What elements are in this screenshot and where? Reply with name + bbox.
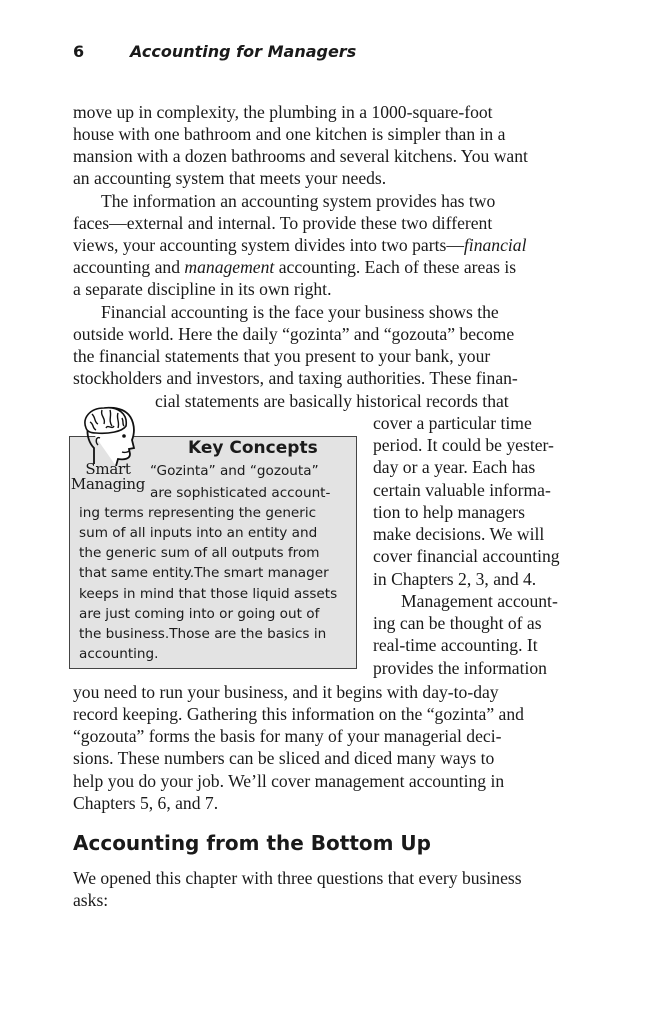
- body-line: day or a year. Each has: [373, 457, 536, 477]
- body-line: make decisions. We will: [373, 524, 545, 544]
- body-line: a separate discipline in its own right.: [73, 279, 332, 299]
- body-line: faces—external and internal. To provide these two different: [73, 213, 493, 233]
- body-line: asks:: [73, 890, 109, 910]
- sidebar-line: ing terms representing the generic: [79, 505, 317, 521]
- body-line: in Chapters 2, 3, and 4.: [373, 569, 537, 589]
- sidebar-line: the generic sum of all outputs from: [79, 545, 320, 561]
- sidebar-line: sum of all inputs into an entity and: [79, 525, 318, 541]
- body-line: real-time accounting. It: [373, 635, 538, 655]
- body-line: cover financial accounting: [373, 546, 560, 566]
- body-line: an accounting system that meets your needs.: [73, 168, 387, 188]
- body-line: tion to help managers: [373, 502, 525, 522]
- body-line: cial statements are basically historical records that: [155, 391, 509, 411]
- sidebar-line: that same entity.The smart manager: [79, 565, 329, 581]
- body-line: move up in complexity, the plumbing in a 1000-square-foot: [73, 102, 493, 122]
- sidebar-title: Key Concepts: [188, 438, 318, 458]
- book-title: Accounting for Managers: [130, 42, 357, 61]
- badge-line: Managing: [70, 475, 146, 493]
- sidebar-line: are just coming into or going out of: [79, 606, 320, 622]
- sidebar-line: keeps in mind that those liquid assets: [79, 586, 338, 602]
- body-line: accounting and management accounting. Each of these areas is: [73, 257, 517, 277]
- body-line: record keeping. Gathering this information on the “gozinta” and: [73, 704, 524, 724]
- smart-managing-badge: [70, 462, 146, 492]
- body-line: cover a particular time: [373, 413, 532, 433]
- body-line: Management account-: [401, 591, 558, 611]
- body-line: certain valuable informa-: [373, 480, 551, 500]
- sidebar-line: accounting.: [79, 646, 159, 662]
- body-line: The information an accounting system provides has two: [101, 191, 496, 211]
- body-line: stockholders and investors, and taxing authorities. These finan-: [73, 368, 518, 388]
- section-heading: Accounting from the Bottom Up: [73, 831, 431, 855]
- body-line: help you do your job. We’ll cover management accounting in: [73, 771, 505, 791]
- body-line: mansion with a dozen bathrooms and several kitchens. You want: [73, 146, 528, 166]
- body-line: provides the information: [373, 658, 547, 678]
- sidebar-line: the business.Those are the basics in: [79, 626, 327, 642]
- body-line: Chapters 5, 6, and 7.: [73, 793, 219, 813]
- body-line: “gozouta” forms the basis for many of your managerial deci-: [73, 726, 502, 746]
- body-line: you need to run your business, and it begins with day-to-day: [73, 682, 499, 702]
- body-line: outside world. Here the daily “gozinta” and “gozouta” become: [73, 324, 515, 344]
- page-number: 6: [73, 42, 85, 61]
- badge-line: Smart: [85, 460, 131, 478]
- body-line: Financial accounting is the face your business shows the: [101, 302, 499, 322]
- sidebar-line: are sophisticated account-: [150, 485, 331, 501]
- body-line: views, your accounting system divides into two parts—financial: [73, 235, 527, 255]
- smart-managing-head-icon: [78, 404, 142, 466]
- body-line: house with one bathroom and one kitchen is simpler than in a: [73, 124, 506, 144]
- body-line: sions. These numbers can be sliced and diced many ways to: [73, 748, 495, 768]
- sidebar-line: “Gozinta” and “gozouta”: [150, 463, 319, 479]
- body-line: ing can be thought of as: [373, 613, 542, 633]
- body-line: the financial statements that you present to your bank, your: [73, 346, 491, 366]
- body-line: We opened this chapter with three questions that every business: [73, 868, 522, 888]
- body-line: period. It could be yester-: [373, 435, 554, 455]
